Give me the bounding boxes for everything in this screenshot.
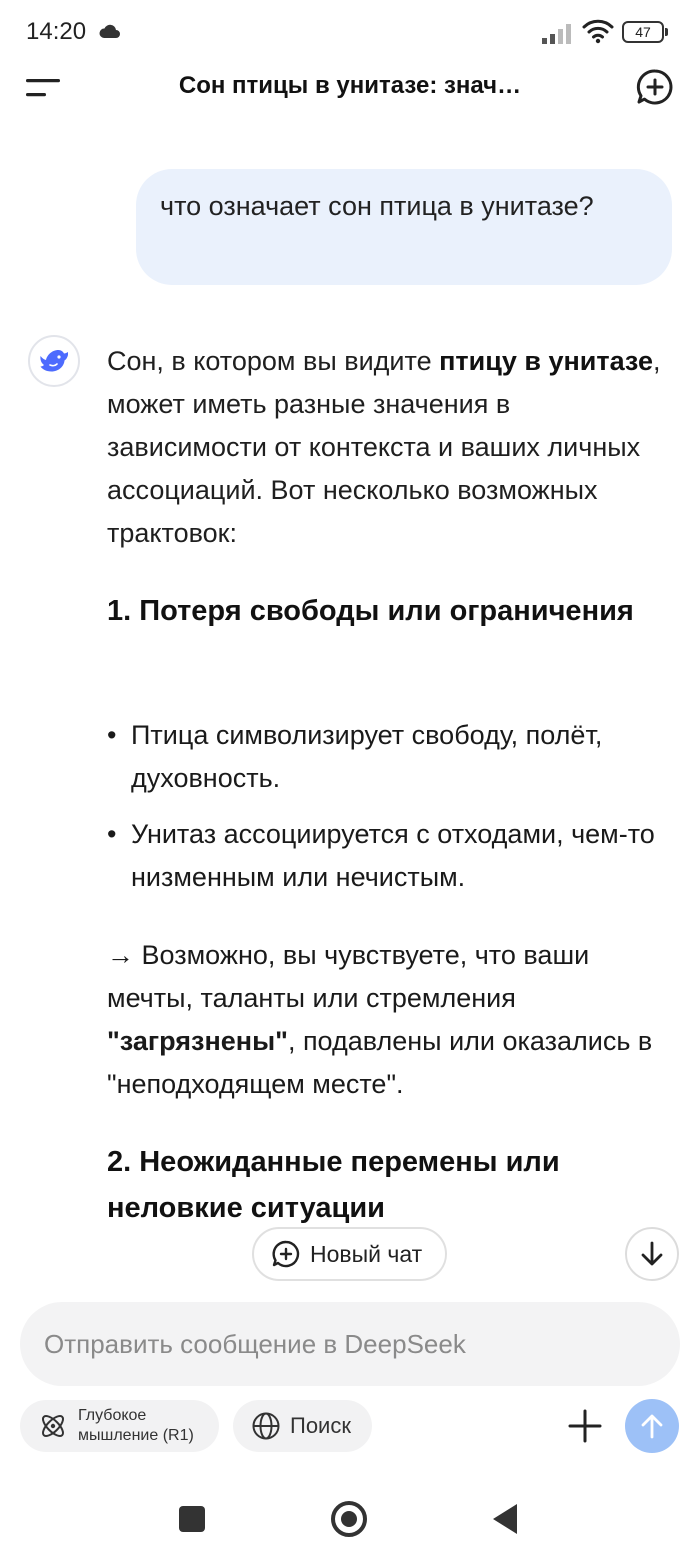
user-message-bubble: что означает сон птица в унитазе? [136, 169, 672, 285]
battery-level: 47 [622, 21, 664, 43]
atom-icon [38, 1411, 68, 1441]
globe-icon [251, 1411, 281, 1441]
paragraph-text: → Возможно, вы чувствуете, что ваши мечты, таланты или стремления [107, 940, 590, 1013]
section-1-title: 1. Потеря свободы или ограничения [107, 595, 634, 627]
plus-icon [568, 1409, 602, 1443]
assistant-avatar [28, 335, 80, 387]
chat-title: Сон птицы в унитазе: знач… [178, 72, 522, 99]
bullet-list [107, 714, 667, 912]
back-button[interactable] [493, 1504, 517, 1534]
interpretation-paragraph [107, 934, 677, 1106]
section-2 [107, 1139, 667, 1231]
intro-text: Сон, в котором вы видите [107, 346, 440, 376]
cloud-icon [98, 22, 122, 40]
assistant-answer-intro [107, 340, 677, 555]
wifi-icon [582, 18, 614, 44]
attach-button[interactable] [564, 1405, 606, 1447]
signal-icon [542, 22, 576, 44]
battery-indicator [622, 21, 668, 43]
scroll-down-button[interactable] [625, 1227, 679, 1281]
chat-header [0, 64, 700, 112]
status-bar [0, 0, 700, 64]
new-chat-icon[interactable] [636, 68, 674, 106]
arrow-down-icon [638, 1240, 666, 1268]
list-item: • Унитаз ассоциируется с отходами, чем-то низменным или нечистым. [107, 819, 655, 892]
menu-icon[interactable] [26, 76, 62, 100]
list-item: • Птица символизирует свободу, полёт, духовность. [107, 720, 603, 793]
new-chat-label: Новый чат [310, 1240, 423, 1267]
intro-bold: птицу в унитазе [439, 346, 654, 376]
paragraph-text-end: , подавлены или оказались в "неподходящем месте". [107, 1026, 653, 1099]
recent-apps-button[interactable] [179, 1506, 205, 1532]
deep-thinking-toggle[interactable] [20, 1400, 219, 1452]
search-toggle[interactable] [233, 1400, 372, 1452]
message-input[interactable] [44, 1329, 656, 1360]
arrow-up-icon [638, 1412, 666, 1440]
section-1 [107, 588, 667, 634]
home-button[interactable] [331, 1501, 367, 1537]
new-chat-button[interactable] [252, 1227, 447, 1281]
search-label: Поиск [290, 1413, 351, 1438]
new-chat-icon [272, 1240, 300, 1268]
send-button[interactable] [625, 1399, 679, 1453]
intro-text-end: , может иметь разные значения в зависимости от контекста и ваших личных ассоциаций. Вот несколько возможных трактовок: [107, 346, 661, 548]
section-2-title: 2. Неожиданные перемены или неловкие ситуации [107, 1146, 560, 1224]
status-time: 14:20 [26, 18, 87, 45]
system-nav-bar [0, 1480, 700, 1561]
message-input-container[interactable] [20, 1302, 680, 1386]
paragraph-bold: "загрязнены" [107, 1026, 288, 1056]
deep-thinking-label-2: мышление (R1) [78, 1427, 194, 1444]
deepseek-logo-icon [37, 346, 71, 376]
list-item-text: Унитаз ассоциируется с отходами, чем-то низменным или нечистым. [131, 819, 655, 892]
list-item-text: Птица символизирует свободу, полёт, духовность. [131, 720, 603, 793]
deep-thinking-label-1: Глубокое [78, 1407, 147, 1424]
